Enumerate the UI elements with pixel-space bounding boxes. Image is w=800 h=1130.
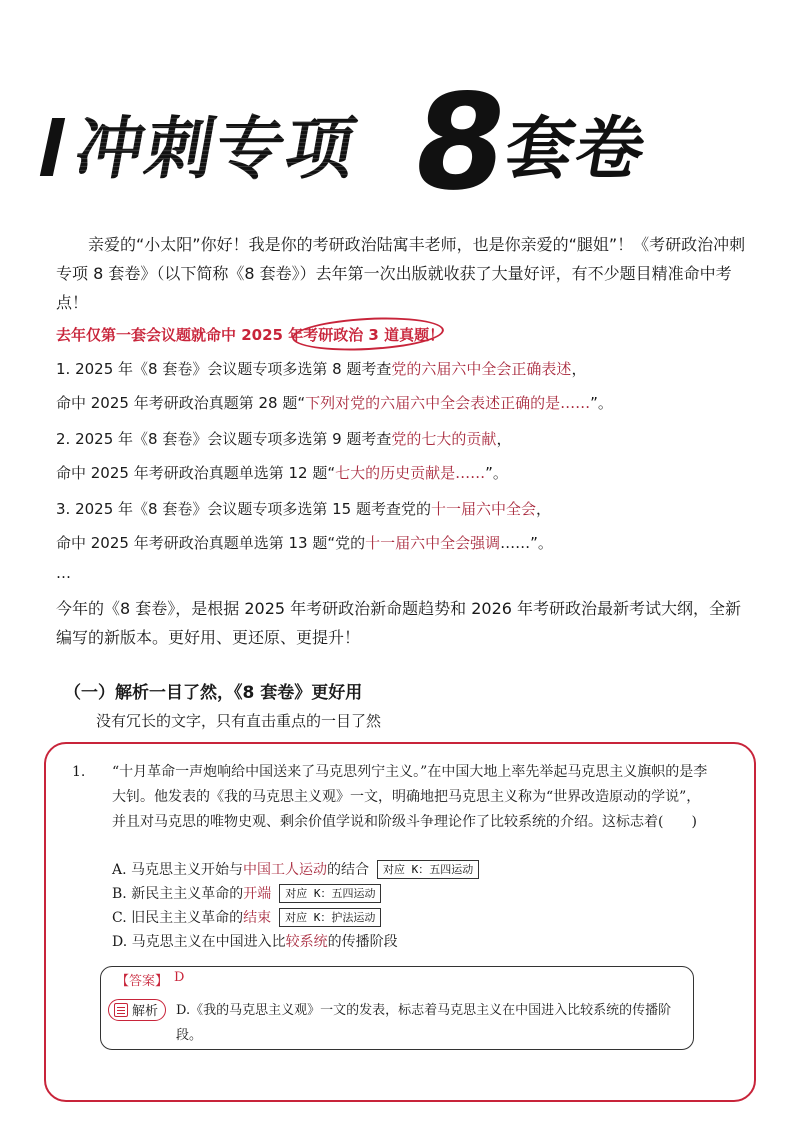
title-number: 8 [403,66,517,220]
hit-item-3: 3. 2025 年《8 套卷》会议题专项多选第 15 题考查党的十一届六中全会， 命中 2025 年考研政治真题单选第 13 题“党的十一届六中全会强调……”。 [56,500,553,552]
hit-item-2: 2. 2025 年《8 套卷》会议题专项多选第 9 题考查党的七大的贡献， 命中 2025 年考研政治真题单选第 12 题“七大的历史贡献是……”。 [56,430,512,482]
section-title: （一）解析一目了然，《8 套卷》更好用 [64,683,363,703]
question-body: “十月革命一声炮响给中国送来了马克思列宁主义。”在中国大地上率先举起马克思主义旗帜的是李大钊。他发表的《我的马克思主义观》一文，明确地把马克思主义称为“世界改造原动的学说”，并且对马克思的唯物史观、剩余价值学说和阶级斗争理论作了比较系统的介绍。这标志着( ) [112,764,708,830]
knowledge-tag: 对应 K：护法运动 [279,908,381,927]
highlight-text: 去年仅第一套会议题就命中 2025 年考研政治 3 道真题！ [56,326,445,344]
option-b: B. 新民主主义革命的开端 对应 K：五四运动 [112,882,381,906]
title-text-part2: 套卷 [499,110,654,189]
title-text-part1: 冲刺专项 [69,110,364,189]
analysis-label: 解析 [132,1004,159,1019]
ellipsis: … [56,564,71,582]
knowledge-tag: 对应 K：五四运动 [377,860,479,879]
option-c: C. 旧民主主义革命的结束 对应 K：护法运动 [112,906,381,930]
answer-value: D [174,970,185,985]
knowledge-tag: 对应 K：五四运动 [279,884,381,903]
title-bar-decoration [40,118,65,176]
answer-label: 【答案】 [116,974,169,989]
section-subtitle: 没有冗长的文字，只有直击重点的一目了然 [96,712,382,730]
intro-paragraph: 亲爱的“小太阳”你好！我是你的考研政治陆寓丰老师，也是你亲爱的“腿姐”！《考研政治冲刺专项 8 套卷》（以下简称《8 套卷》）去年第一次出版就收获了大量好评，有不少题目精准命中考点！ [56,235,746,312]
page-title [46,66,654,220]
question-stem [72,760,712,835]
question-number: 1. [72,764,86,780]
option-d: D. 马克思主义在中国进入比较系统的传播阶段 [112,934,398,950]
analysis-text: D.《我的马克思主义观》一文的发表，标志着马克思主义在中国进入比较系统的传播阶段。 [176,1003,672,1043]
document-icon [114,1003,128,1017]
option-a: A. 马克思主义开始与中国工人运动的结合 对应 K：五四运动 [112,858,479,882]
summary-paragraph: 今年的《8 套卷》，是根据 2025 年考研政治新命题趋势和 2026 年考研政治最新考试大纲，全新编写的新版本。更好用、更还原、更提升！ [56,599,742,647]
hit-item-1: 1. 2025 年《8 套卷》会议题专项多选第 8 题考查党的六届六中全会正确表述， 命中 2025 年考研政治真题第 28 题“下列对党的六届六中全会表述正确的是……”。 [56,360,613,412]
highlight-circle-mark [291,314,444,354]
